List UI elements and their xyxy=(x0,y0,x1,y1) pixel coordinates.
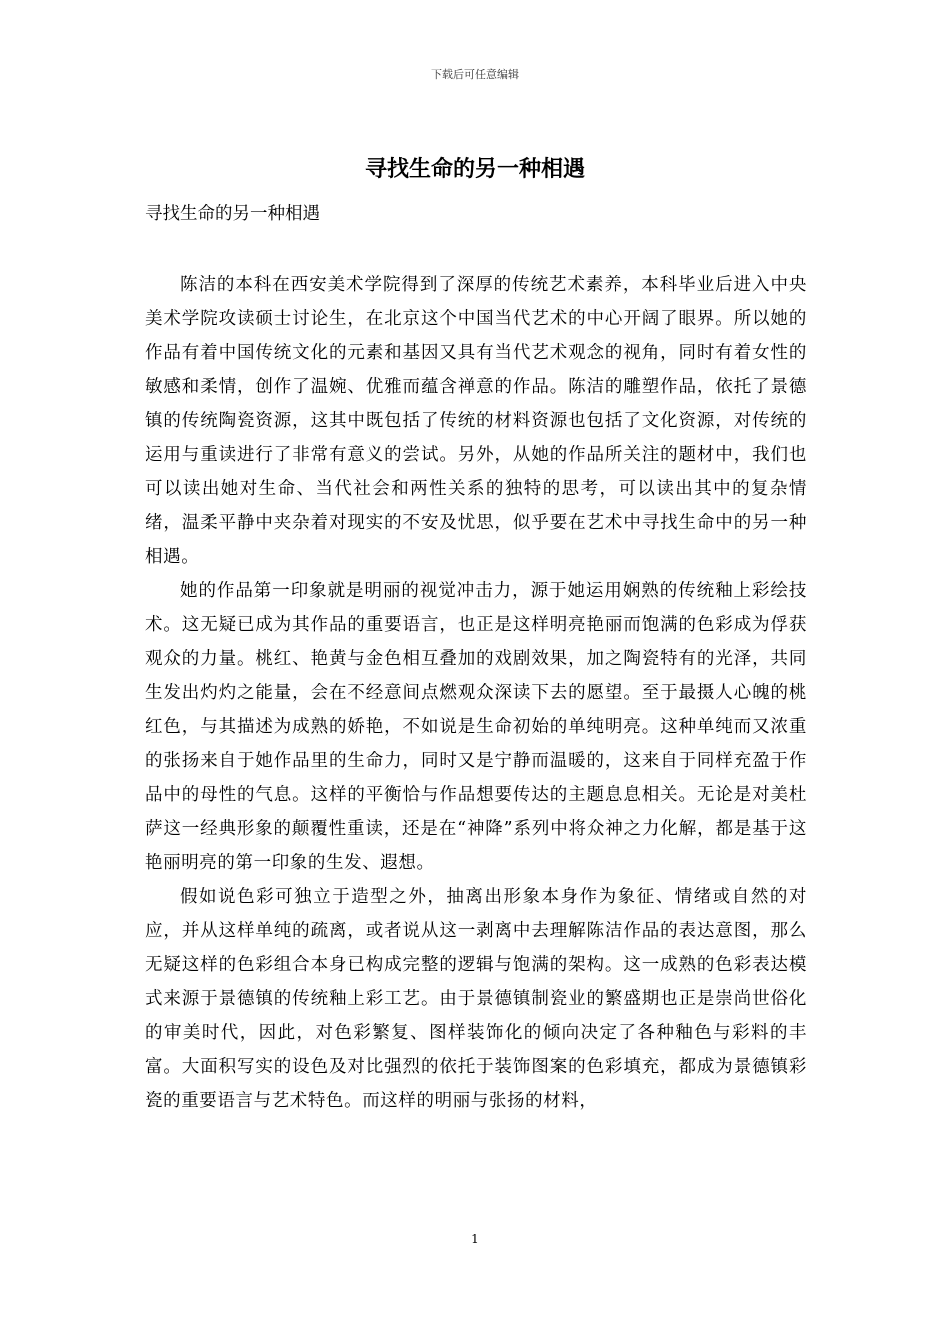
paragraph: 假如说色彩可独立于造型之外，抽离出形象本身作为象征、情绪或自然的对应，并从这样单纯的疏离，或者说从这一剥离中去理解陈洁作品的表达意图，那么无疑这样的色彩组合本身已构成完整的逻辑与饱满的架构。这一成熟的色彩表达模式来源于景德镇的传统釉上彩工艺。由于景德镇制瓷业的繁盛期也正是崇尚世俗化的审美时代，因此，对色彩繁复、图样装饰化的倾向决定了各种釉色与彩料的丰富。大面积写实的设色及对比强烈的依托于装饰图案的色彩填充，都成为景德镇彩瓷的重要语言与艺术特色。而这样的明丽与张扬的材料， xyxy=(145,887,807,1111)
body-text xyxy=(145,268,807,1118)
document-subtitle: 寻找生命的另一种相遇 xyxy=(145,204,320,224)
paragraph: 陈洁的本科在西安美术学院得到了深厚的传统艺术素养，本科毕业后进入中央美术学院攻读硕士讨论生，在北京这个中国当代艺术的中心开阔了眼界。所以她的作品有着中国传统文化的元素和基因又具有当代艺术观念的视角，同时有着女性的敏感和柔情，创作了温婉、优雅而蕴含禅意的作品。陈洁的雕塑作品，依托了景德镇的传统陶瓷资源，这其中既包括了传统的材料资源也包括了文化资源，对传统的运用与重读进行了非常有意义的尝试。另外，从她的作品所关注的题材中，我们也可以读出她对生命、当代社会和两性关系的独特的思考，可以读出其中的复杂情绪，温柔平静中夹杂着对现实的不安及忧思，似乎要在艺术中寻找生命中的另一种相遇。 xyxy=(145,275,807,567)
document-title: 寻找生命的另一种相遇 xyxy=(364,156,585,182)
paragraph: 她的作品第一印象就是明丽的视觉冲击力，源于她运用娴熟的传统釉上彩绘技术。这无疑已成为其作品的重要语言，也正是这样明亮艳丽而饱满的色彩成为俘获观众的力量。桃红、艳黄与金色相互叠加的戏剧效果，加之陶瓷特有的光泽，共同生发出灼灼之能量，会在不经意间点燃观众深读下去的愿望。至于最摄人心魄的桃红色，与其描述为成熟的娇艳，不如说是生命初始的单纯明亮。这种单纯而又浓重的张扬来自于她作品里的生命力，同时又是宁静而温暖的，这来自于同样充盈于作品中的母性的气息。这样的平衡恰与作品想要传达的主题息息相关。无论是对美杜萨这一经典形象的颠覆性重读，还是在“神降”系列中将众神之力化解，都是基于这艳丽明亮的第一印象的生发、遐想。 xyxy=(145,581,807,873)
header-note: 下载后可任意编辑 xyxy=(431,68,519,81)
page-number: 1 xyxy=(471,1232,479,1246)
